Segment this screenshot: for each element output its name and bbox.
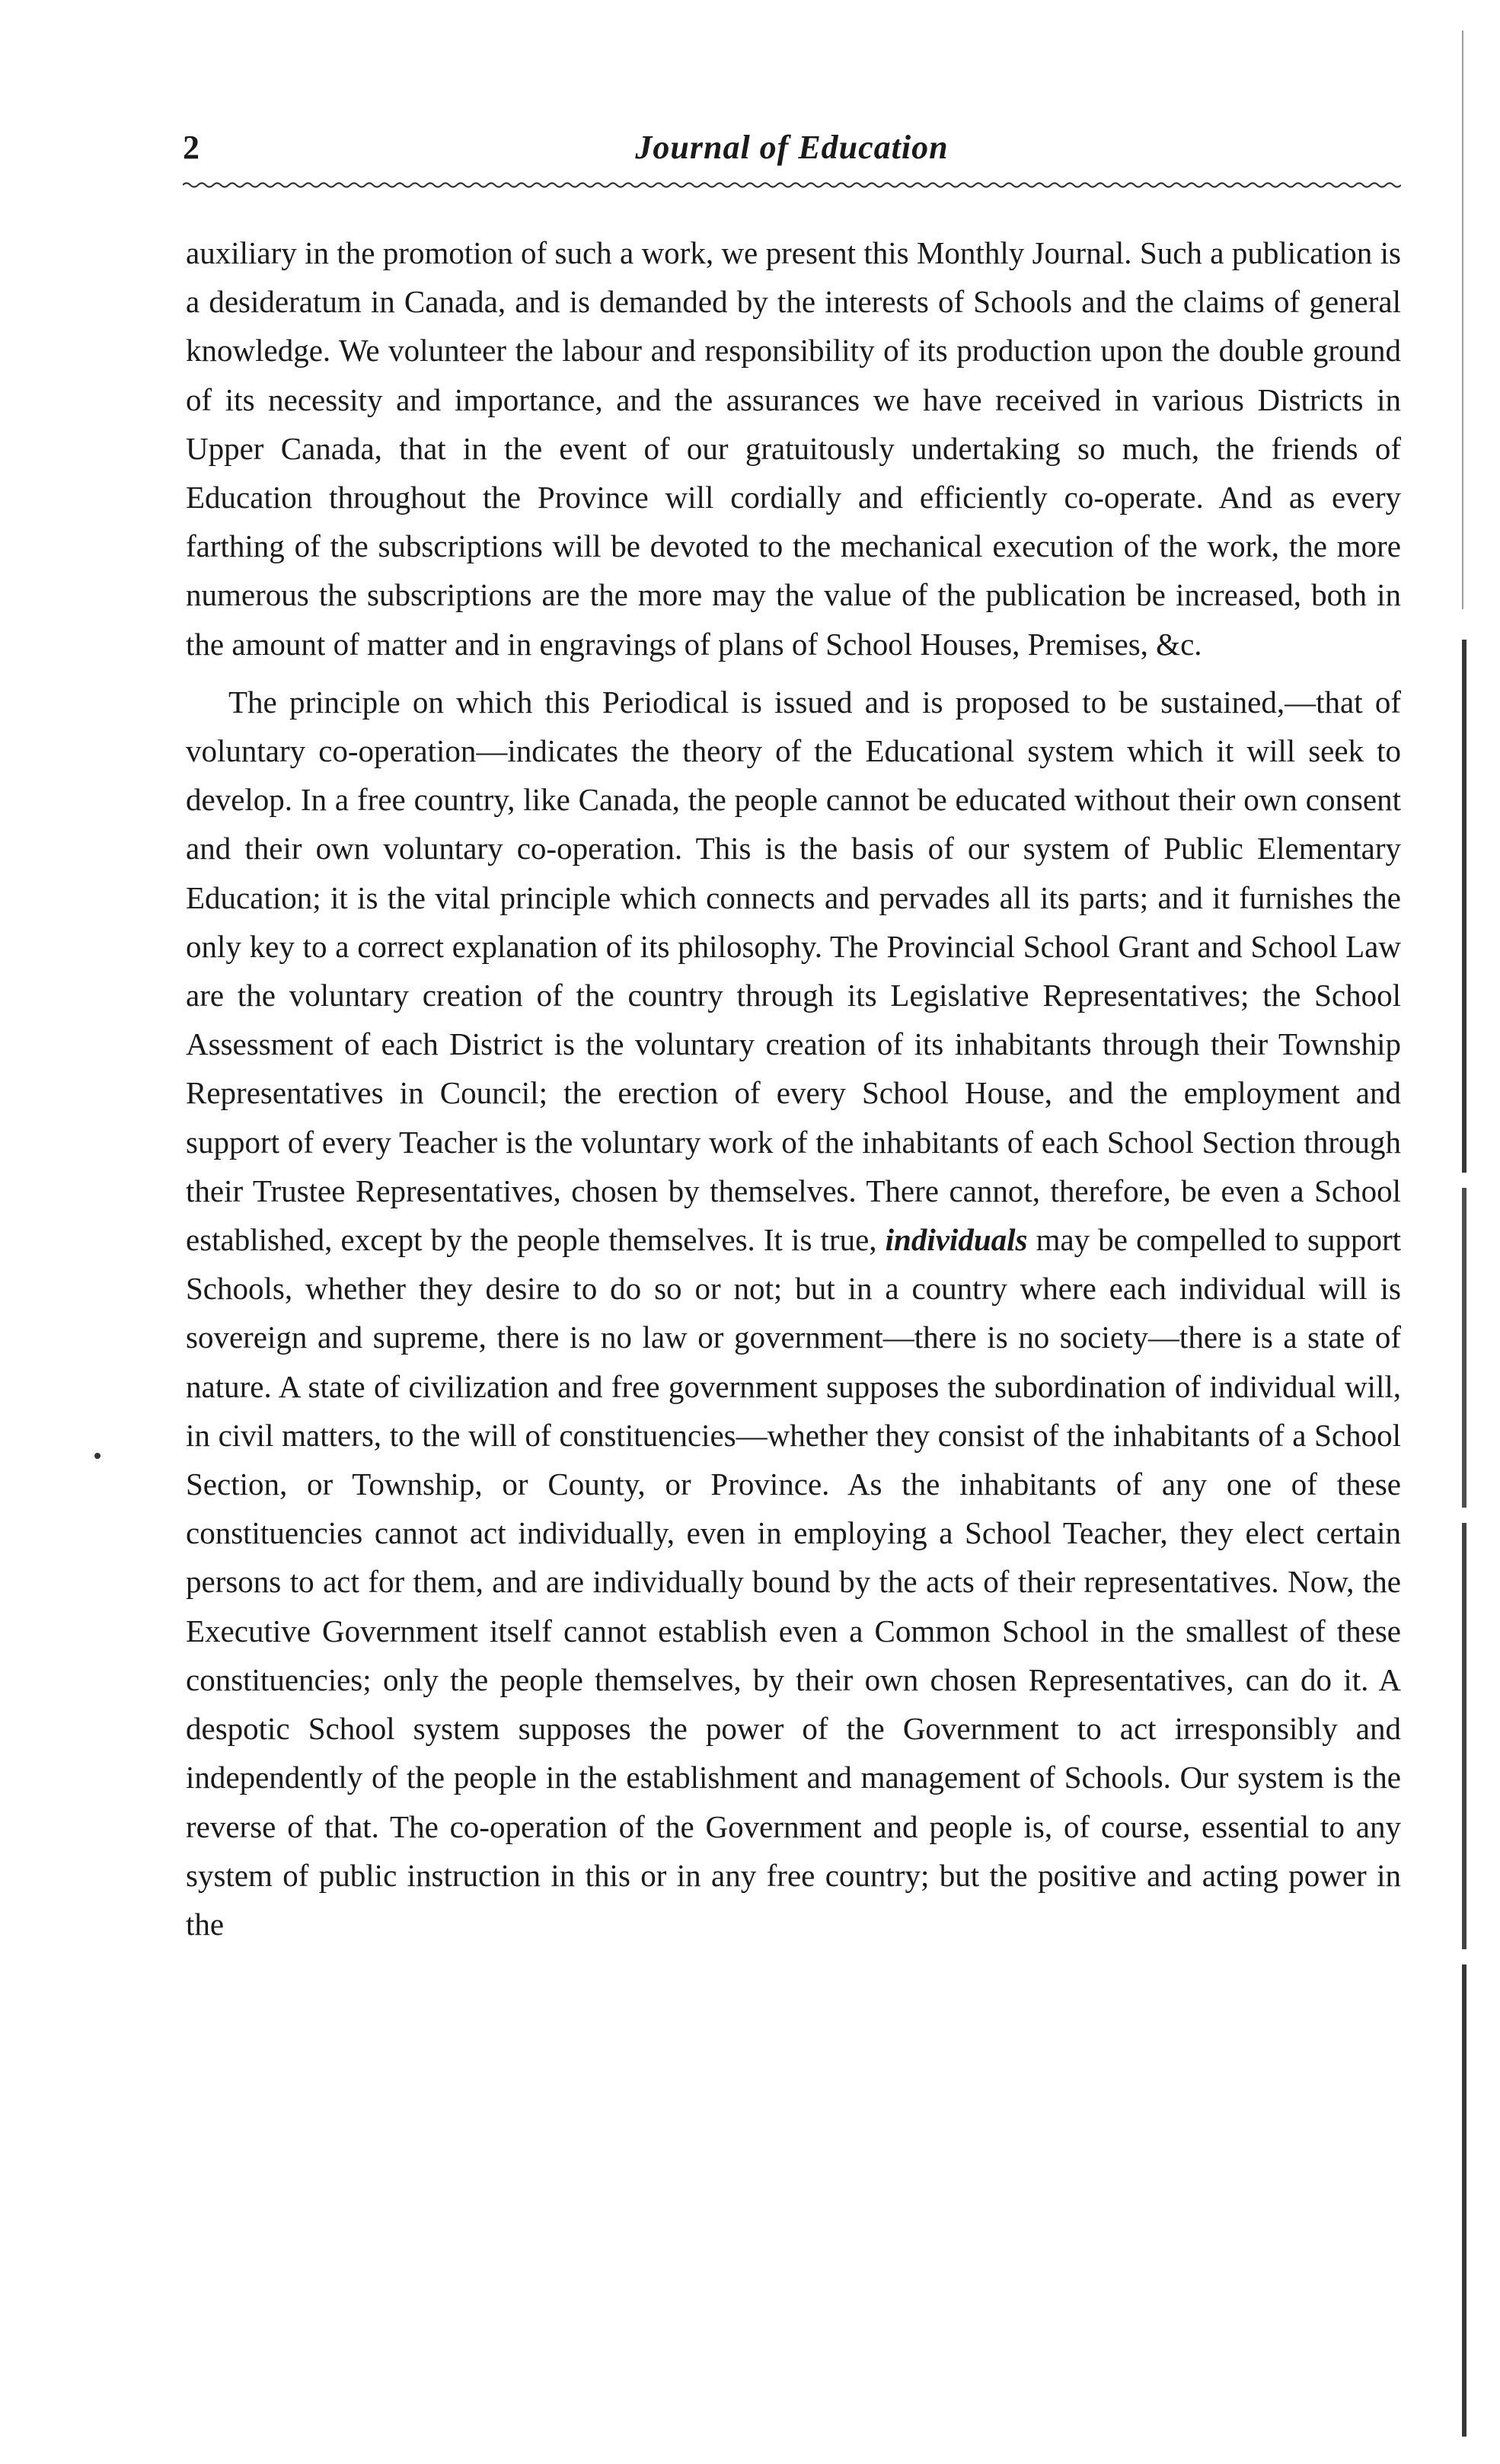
- running-head: Journal of Education: [635, 129, 949, 166]
- paragraph-text-part: may be compelled to support Schools, whether they desire to do so or not; but in a country where each individual will is sovereign and supreme, there is no law or government—there is no society—there is a state of nature. A state of civilization and free government supposes the subordination of individual will, in civil matters, to the will of constituencies—whether they consist of the inhabitants of a School Section, or Township, or County, or Province. As the inhabitants of any one of these constituencies cannot act individually, even in employing a School Teacher, they elect certain persons to act for them, and are individually bound by the acts of their representatives. Now, the Executive Government itself cannot establish even a Common School in the smallest of these constituencies; only the people themselves, by their own chosen Representatives, can do it. A despotic School system supposes the power of the Government to act irresponsibly and independently of the people in the establishment and management of Schools. Our system is the reverse of that. The co-operation of the Government and people is, of course, essential to any system of public instruction in this or in any free country; but the positive and acting power in the: [186, 1222, 1401, 1942]
- article-body: [186, 228, 1401, 1949]
- scan-edge-shadow: [1462, 640, 1466, 1173]
- scan-edge-shadow: [1462, 1188, 1466, 1508]
- page-number: 2: [183, 129, 199, 166]
- paragraph-continued: auxiliary in the promotion of such a work, we present this Monthly Journal. Such a publication is a desideratum in Canada, and is demanded by the interests of Schools and the claims of general knowledge. We volunteer the labour and responsibility of its production upon the double ground of its necessity and importance, and the assurances we have received in various Districts in Upper Canada, that in the event of our gratuitously undertaking so much, the friends of Education throughout the Province will cordially and efficiently co-operate. And as every farthing of the subscriptions will be devoted to the mechanical execution of the work, the more numerous the subscriptions are the more may the value of the publication be increased, both in the amount of matter and in engravings of plans of School Houses, Premises, &c.: [186, 235, 1401, 662]
- scan-edge-shadow: [1462, 1964, 1466, 2437]
- header-rule: [183, 180, 1401, 190]
- paragraph-principle: [186, 678, 1401, 1949]
- scan-edge-shadow: [1462, 30, 1463, 609]
- page-header: [183, 128, 1401, 174]
- paragraph-text-part: The principle on which this Periodical is issued and is proposed to be sustained,—that of voluntary co-operation—indicates the theory of the Educational system which it will seek to develop. In a free country, like Canada, the people cannot be educated without their own consent and their own voluntary co-operation. This is the basis of our system of Public Elementary Education; it is the vital principle which connects and pervades all its parts; and it furnishes the only key to a correct explanation of its philosophy. The Provincial School Grant and School Law are the voluntary creation of the country through its Legislative Representatives; the School Assessment of each District is the voluntary creation of its inhabitants through their Township Representatives in Council; the erection of every School House, and the employment and support of every Teacher is the voluntary work of the inhabitants of each School Section through their Trustee Representatives, chosen by themselves. There cannot, therefore, be even a School established, except by the people themselves. It is true,: [186, 684, 1401, 1258]
- scan-speck: [94, 1453, 101, 1459]
- emphasized-word: individuals: [885, 1222, 1028, 1258]
- scan-edge-shadow: [1462, 1523, 1466, 1949]
